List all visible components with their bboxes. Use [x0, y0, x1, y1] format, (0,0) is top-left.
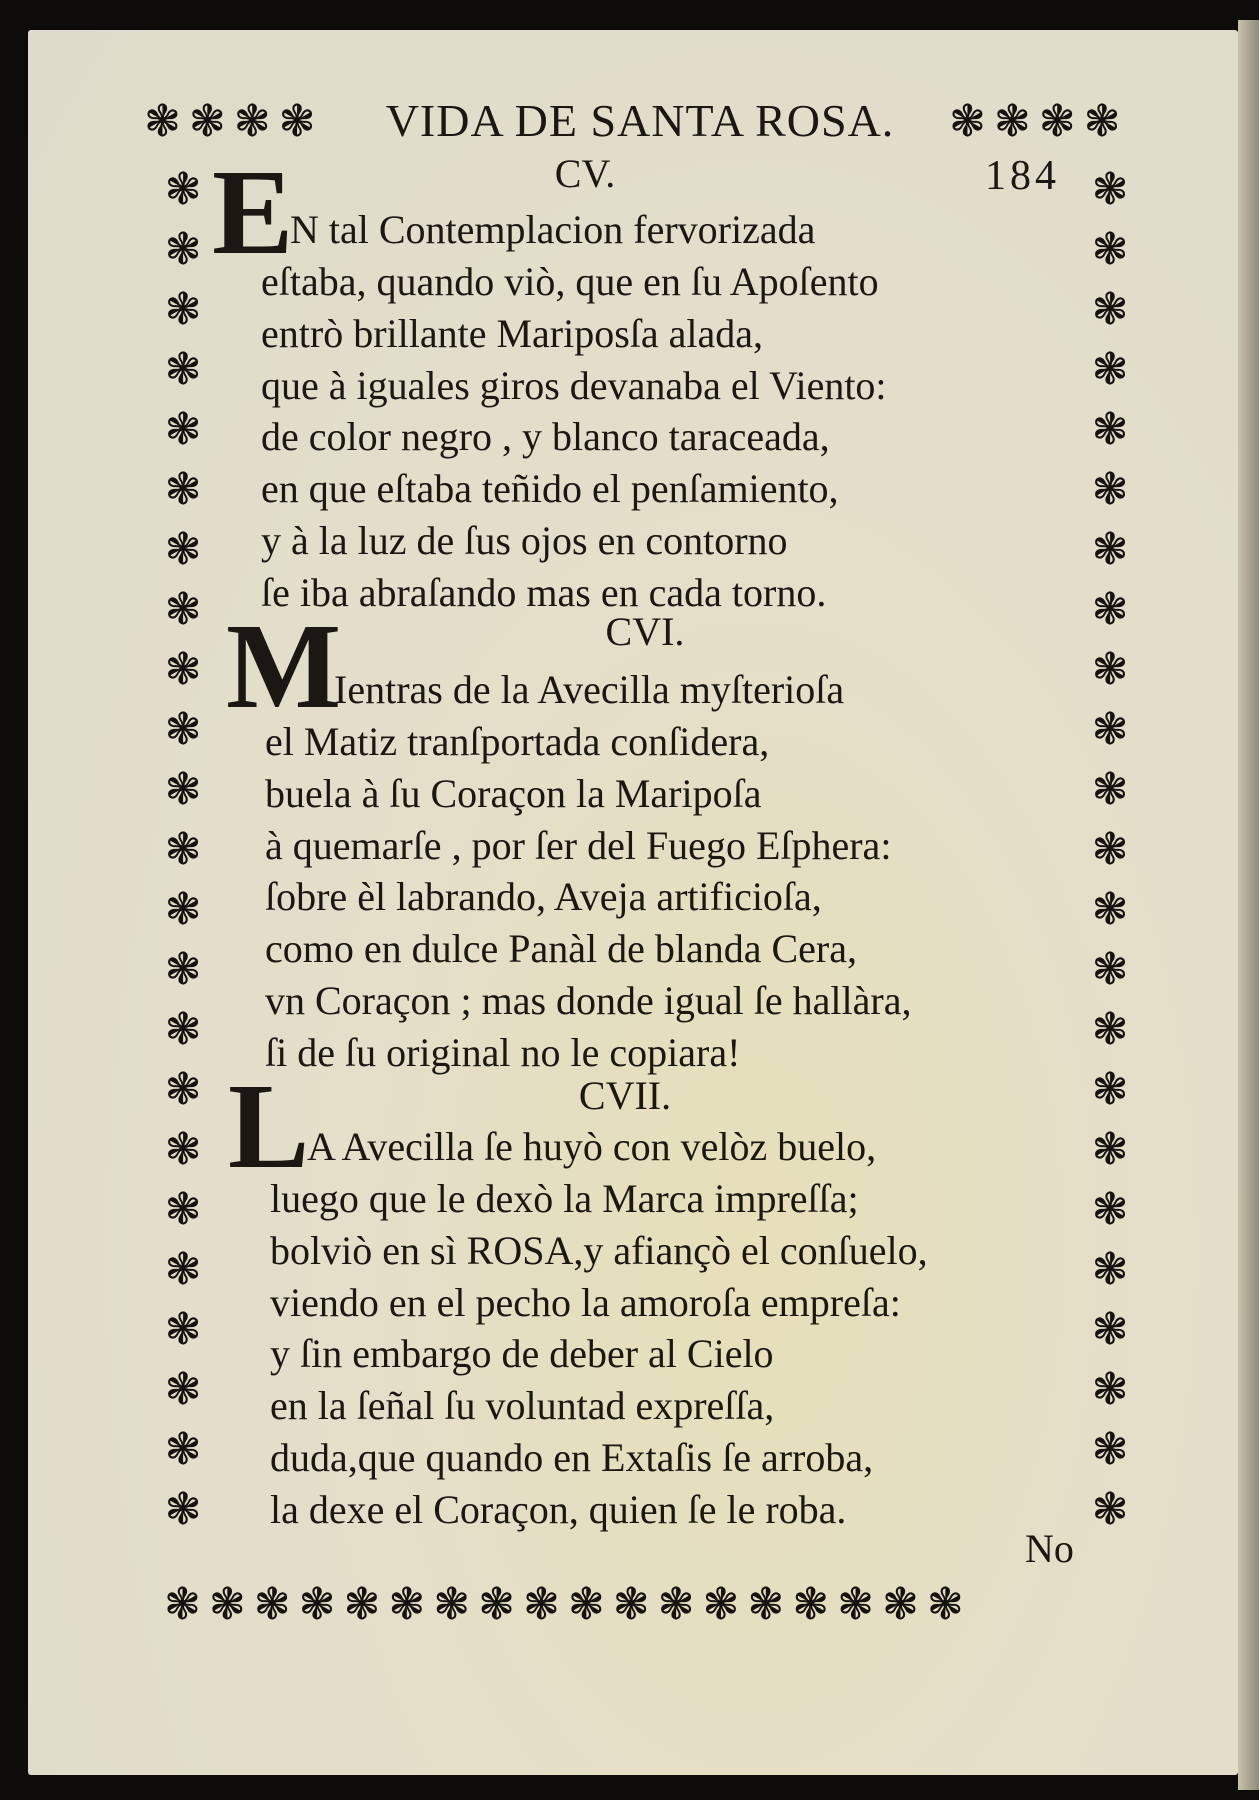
fleuron-ornament-icon: ❃: [1091, 524, 1129, 575]
fleuron-ornament-icon: ❃: [1091, 1244, 1129, 1295]
ornament-top-left: [140, 95, 320, 149]
verse-line: N tal Contemplacion fervorizada: [290, 207, 816, 252]
fleuron-ornament-icon: ❃: [433, 1579, 471, 1630]
fleuron-ornament-icon: ❃: [1091, 1484, 1129, 1535]
fleuron-ornament-icon: ❃: [164, 464, 202, 515]
fleuron-ornament-icon: ❃: [478, 1579, 515, 1630]
verse-line: en que eſtaba teñido el penſamiento,: [261, 466, 839, 512]
stanza-first-line: [290, 204, 815, 256]
fleuron-ornament-icon: ❃: [1091, 344, 1129, 395]
fleuron-ornament-icon: ❃: [164, 584, 202, 635]
fleuron-ornament-icon: ❃: [164, 1244, 202, 1295]
verse-line: y ſin embargo de deber al Cielo: [270, 1331, 774, 1377]
fleuron-ornament-icon: ❃: [1091, 1004, 1129, 1055]
fleuron-ornament-icon: ❃: [164, 1004, 202, 1055]
fleuron-ornament-icon: ❃: [144, 96, 181, 147]
verse-line: vn Coraçon ; mas donde igual ſe hallàra,: [265, 977, 912, 1023]
fleuron-ornament-icon: ❃: [1091, 1124, 1129, 1175]
fleuron-ornament-icon: ❃: [164, 164, 202, 215]
fleuron-ornament-icon: ❃: [882, 1579, 919, 1630]
fleuron-ornament-icon: ❃: [164, 644, 202, 695]
verse-line: como en dulce Panàl de blanda Cera,: [265, 926, 857, 972]
fleuron-ornament-icon: ❃: [233, 96, 271, 147]
verse-line: buela à ſu Coraçon la Maripoſa: [265, 770, 762, 816]
fleuron-ornament-icon: ❃: [1091, 824, 1129, 875]
fleuron-ornament-icon: ❃: [792, 1579, 830, 1630]
fleuron-ornament-icon: ❃: [926, 1579, 964, 1630]
fleuron-ornament-icon: ❃: [1091, 1304, 1129, 1355]
drop-cap: L: [228, 1059, 310, 1194]
fleuron-ornament-icon: ❃: [253, 1579, 291, 1630]
fleuron-ornament-icon: ❃: [1091, 224, 1129, 275]
verse-line: ſobre èl labrando, Aveja artificioſa,: [265, 874, 822, 920]
fleuron-ornament-icon: ❃: [164, 824, 202, 875]
fleuron-ornament-icon: ❃: [164, 1184, 202, 1235]
fleuron-ornament-icon: ❃: [1091, 764, 1129, 815]
verse-line: luego que le dexò la Marca impreſſa;: [270, 1176, 859, 1221]
stanza: [261, 256, 887, 619]
fleuron-ornament-icon: ❃: [657, 1579, 695, 1630]
fleuron-ornament-icon: ❃: [164, 704, 202, 755]
fleuron-ornament-icon: ❃: [343, 1579, 381, 1630]
verse-line: duda,que quando en Extaſis ſe arroba,: [270, 1434, 874, 1480]
fleuron-ornament-icon: ❃: [1091, 1184, 1129, 1235]
ornament-border-left: [148, 160, 218, 1580]
fleuron-ornament-icon: ❃: [1038, 96, 1076, 147]
fleuron-ornament-icon: ❃: [164, 1064, 202, 1115]
fleuron-ornament-icon: ❃: [1091, 944, 1129, 995]
fleuron-ornament-icon: ❃: [1091, 464, 1129, 515]
verse-line: que à iguales giros devanaba el Viento:: [261, 362, 887, 408]
fleuron-ornament-icon: ❃: [1091, 404, 1129, 455]
stanza-number: CV.: [554, 151, 616, 196]
fleuron-ornament-icon: ❃: [567, 1579, 605, 1630]
fleuron-ornament-icon: ❃: [164, 524, 202, 575]
stanza-first-line: [307, 1121, 876, 1173]
verse-line: viendo en el pecho la amoroſa empreſa:: [270, 1279, 901, 1325]
fleuron-ornament-icon: ❃: [1083, 96, 1121, 147]
fleuron-ornament-icon: ❃: [702, 1579, 740, 1630]
fleuron-ornament-icon: ❃: [164, 1579, 201, 1630]
running-head: VIDA DE SANTA ROSA.: [385, 95, 895, 146]
fleuron-ornament-icon: ❃: [1091, 884, 1129, 935]
fleuron-ornament-icon: ❃: [1091, 644, 1129, 695]
fleuron-ornament-icon: ❃: [298, 1579, 336, 1630]
fleuron-ornament-icon: ❃: [1091, 1424, 1129, 1475]
fleuron-ornament-icon: ❃: [612, 1579, 650, 1630]
fleuron-ornament-icon: ❃: [164, 1304, 202, 1355]
verse-line: la dexe el Coraçon, quien ſe le roba.: [270, 1486, 847, 1532]
fleuron-ornament-icon: ❃: [1091, 164, 1129, 215]
verse-line: A Avecilla ſe huyò con velòz buelo,: [307, 1124, 877, 1169]
fleuron-ornament-icon: ❃: [278, 96, 316, 147]
verse-line: à quemarſe , por ſer del Fuego Eſphera:: [265, 822, 892, 868]
verse-line: ſi de ſu original no le copiara!: [265, 1029, 741, 1075]
verse-line: Ientras de la Avecilla myſterioſa: [334, 667, 845, 712]
fleuron-ornament-icon: ❃: [164, 1364, 202, 1415]
fleuron-ornament-icon: ❃: [164, 764, 202, 815]
verse-line: el Matiz tranſportada conſidera,: [265, 719, 770, 764]
stanza-first-line: [334, 664, 844, 716]
fleuron-ornament-icon: ❃: [523, 1579, 560, 1630]
fleuron-ornament-icon: ❃: [164, 284, 202, 335]
drop-cap: E: [212, 145, 294, 280]
fleuron-ornament-icon: ❃: [164, 944, 202, 995]
fleuron-ornament-icon: ❃: [993, 96, 1031, 147]
ornament-border-right: [1075, 160, 1145, 1580]
fleuron-ornament-icon: ❃: [164, 1424, 202, 1475]
fleuron-ornament-icon: ❃: [1091, 704, 1129, 755]
ornament-border-bottom: [160, 1578, 1150, 1632]
fleuron-ornament-icon: ❃: [388, 1579, 426, 1630]
fleuron-ornament-icon: ❃: [1091, 284, 1129, 335]
fleuron-ornament-icon: ❃: [188, 96, 226, 147]
stanza-number: CVII.: [578, 1073, 672, 1118]
ornament-top-right: [945, 95, 1145, 149]
fleuron-ornament-icon: ❃: [747, 1579, 785, 1630]
fleuron-ornament-icon: ❃: [164, 344, 202, 395]
verse-line: bolviò en sì ROSA,y afiançò el conſuelo,: [270, 1227, 928, 1273]
fleuron-ornament-icon: ❃: [949, 96, 986, 147]
verse-line: eſtaba, quando viò, que en ſu Apoſento: [261, 259, 879, 304]
stanza: [270, 1173, 928, 1536]
fleuron-ornament-icon: ❃: [1091, 1364, 1129, 1415]
facing-page-edge: [1238, 20, 1259, 1790]
fleuron-ornament-icon: ❃: [837, 1579, 874, 1630]
page-number: 184: [985, 153, 1060, 199]
stanza: [265, 716, 911, 1079]
verse-line: entrò brillante Mariposſa alada,: [261, 310, 764, 356]
verse-line: de color negro , y blanco taraceada,: [261, 414, 830, 460]
fleuron-ornament-icon: ❃: [164, 1124, 202, 1175]
fleuron-ornament-icon: ❃: [1091, 1064, 1129, 1115]
drop-cap: M: [226, 599, 342, 734]
verse-line: y à la luz de ſus ojos en contorno: [261, 517, 788, 563]
catchword: No: [1025, 1526, 1074, 1571]
verse-line: ſe iba abraſando mas en cada torno.: [261, 569, 827, 615]
fleuron-ornament-icon: ❃: [208, 1579, 246, 1630]
fleuron-ornament-icon: ❃: [164, 404, 202, 455]
fleuron-ornament-icon: ❃: [164, 224, 202, 275]
fleuron-ornament-icon: ❃: [164, 1484, 202, 1535]
fleuron-ornament-icon: ❃: [164, 884, 202, 935]
stanza-number: CVI.: [605, 609, 685, 654]
verse-line: en la ſeñal ſu voluntad expreſſa,: [270, 1383, 775, 1429]
fleuron-ornament-icon: ❃: [1091, 584, 1129, 635]
